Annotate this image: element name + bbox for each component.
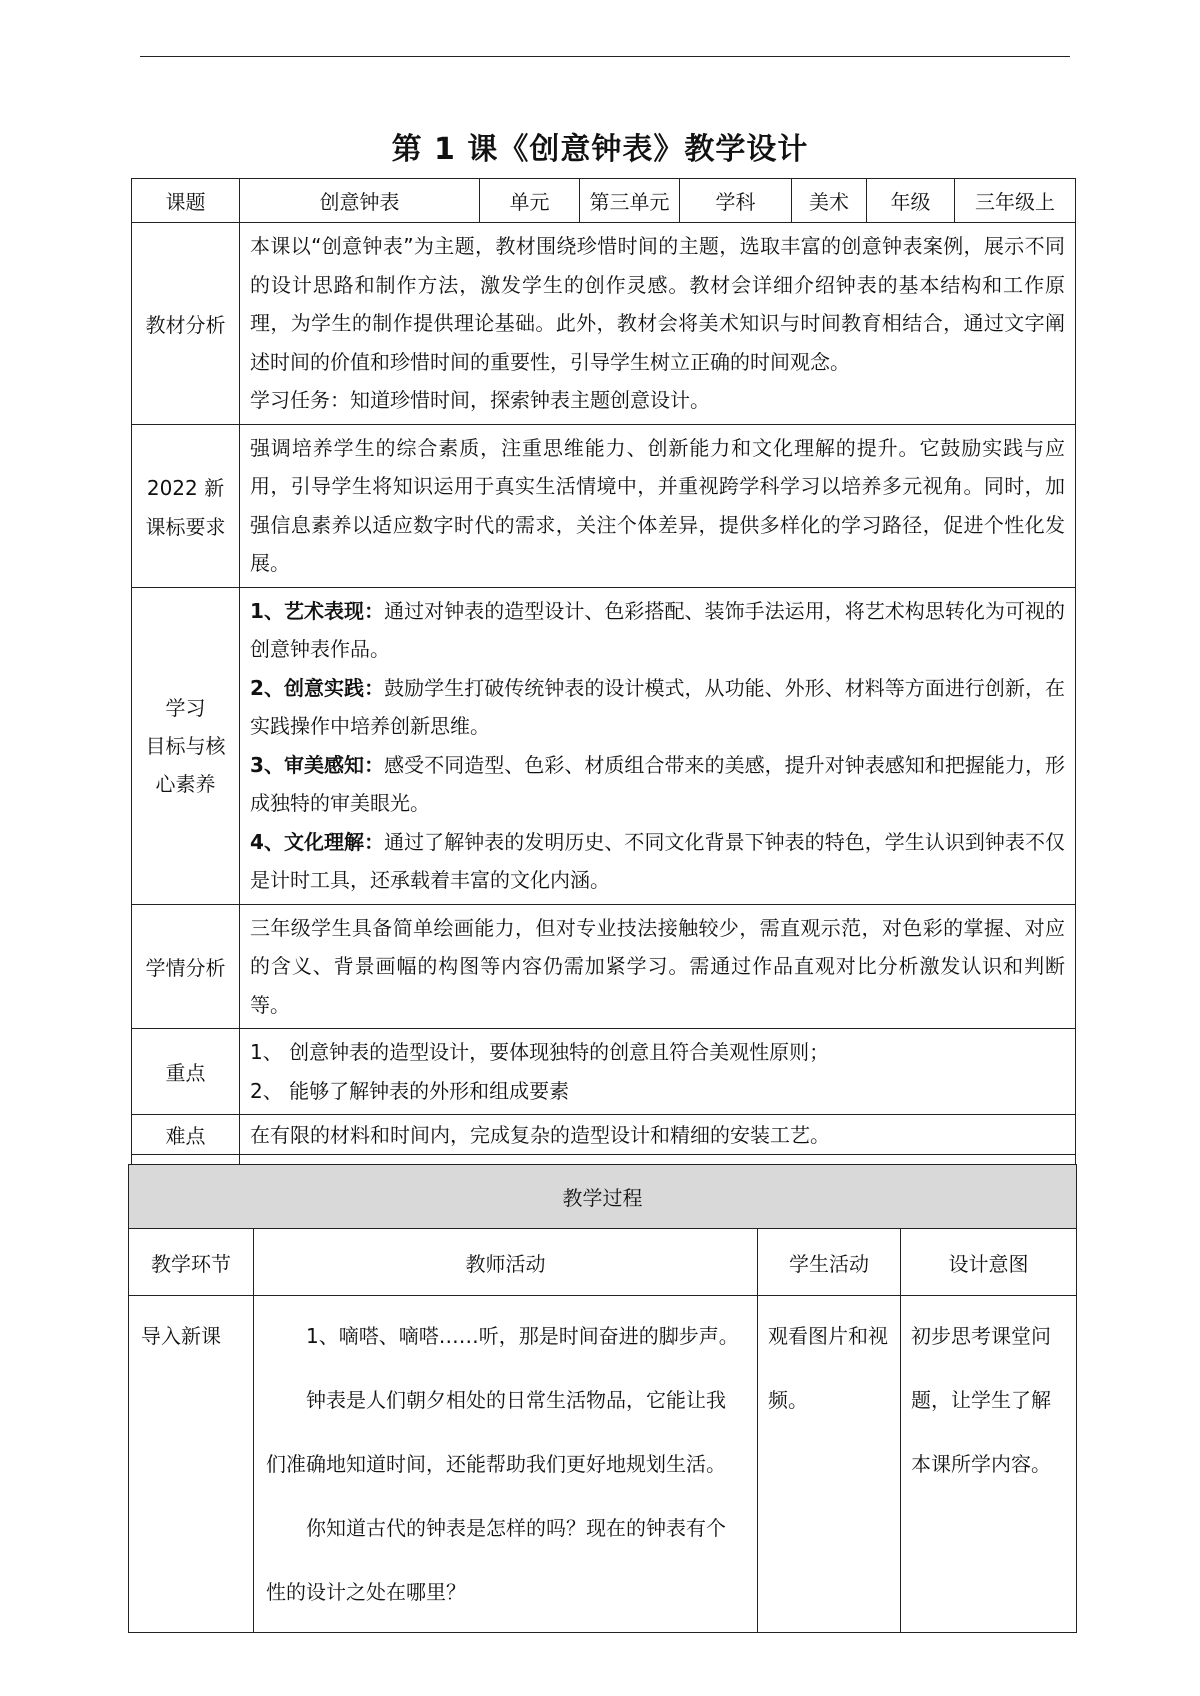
difficulty-text: 在有限的材料和时间内，完成复杂的造型设计和精细的安装工艺。 (240, 1115, 1076, 1155)
unit-label: 单元 (480, 179, 580, 223)
col-student-header: 学生活动 (758, 1229, 901, 1296)
col-intent-header: 设计意图 (901, 1229, 1077, 1296)
info-header-row (132, 179, 1076, 223)
goals-label-line1: 学习 (165, 695, 206, 720)
header-rule (140, 56, 1070, 57)
stage-cell: 导入新课 (129, 1296, 254, 1633)
goal-item (250, 592, 1065, 669)
teacher-paragraph: 你知道古代的钟表是怎样的吗？现在的钟表有个性的设计之处在哪里？ (266, 1516, 726, 1604)
analysis-text: 本课以“创意钟表”为主题，教材围绕珍惜时间的主题，选取丰富的创意钟表案例，展示不同的设计思路和制作方法，激发学生的创作灵感。教材会详细介绍钟表的基本结构和工作原理，为学生的制作提供理论基础。此外，教材会将美术知识与时间教育相结合，通过文字阐述时间的价值和珍惜时间的重要性，引导学生树立正确的时间观念。 (250, 234, 1065, 374)
goal-text: 感受不同造型、色彩、材质组合带来的美感，提升对钟表感知和把握能力，形成独特的审美眼光。 (250, 752, 1065, 815)
goal-item (250, 746, 1065, 823)
key-point-line: 2、 能够了解钟表的外形和组成要素 (250, 1078, 570, 1103)
standard-label-line2: 课标要求 (145, 514, 226, 539)
analysis-task: 学习任务：知道珍惜时间，探索钟表主题创意设计。 (250, 388, 710, 412)
difficulty-label: 难点 (132, 1115, 240, 1155)
standard-label-line1: 2022 新 (146, 475, 225, 500)
key-points-row (132, 1029, 1076, 1115)
analysis-label: 教材分析 (132, 223, 240, 425)
unit-value: 第三单元 (580, 179, 680, 223)
goal-title: 4、文化理解： (250, 829, 385, 854)
process-column-header-row (129, 1229, 1077, 1296)
goal-title: 1、艺术表现： (250, 598, 385, 623)
key-point-line: 1、 创意钟表的造型设计，要体现独特的创意且符合美观性原则； (250, 1040, 830, 1064)
design-intent-cell: 初步思考课堂问题，让学生了解本课所学内容。 (901, 1296, 1077, 1633)
topic-label: 课题 (132, 179, 240, 223)
standard-text: 强调培养学生的综合素质，注重思维能力、创新能力和文化理解的提升。它鼓励实践与应用，引导学生将知识运用于真实生活情境中，并重视跨学科学习以培养多元视角。同时，加强信息素养以适应数字时代的需求，关注个体差异，提供多样化的学习路径，促进个性化发展。 (240, 424, 1076, 587)
topic-value: 创意钟表 (240, 179, 480, 223)
subject-value: 美术 (792, 179, 867, 223)
goal-title: 3、审美感知： (250, 752, 385, 777)
key-points-label: 重点 (132, 1029, 240, 1115)
learner-label: 学情分析 (132, 904, 240, 1029)
goal-text: 通过了解钟表的发明历史、不同文化背景下钟表的特色，学生认识到钟表不仅是计时工具，还承载着丰富的文化内涵。 (250, 829, 1065, 892)
col-teacher-header: 教师活动 (254, 1229, 758, 1296)
goal-text: 通过对钟表的造型设计、色彩搭配、装饰手法运用，将艺术构思转化为可视的创意钟表作品。 (250, 598, 1065, 661)
goals-label (132, 587, 240, 904)
goals-label-line3: 心素养 (155, 771, 216, 796)
goal-text: 鼓励学生打破传统钟表的设计模式，从功能、外形、材料等方面进行创新，在实践操作中培养创新思维。 (250, 675, 1065, 738)
goal-item (250, 669, 1065, 746)
learner-text: 三年级学生具备简单绘画能力，但对专业技法接触较少，需直观示范，对色彩的掌握、对应的含义、背景画幅的构图等内容仍需加紧学习。需通过作品直观对比分析激发认识和判断等。 (240, 904, 1076, 1029)
key-points-cell (240, 1029, 1076, 1115)
goals-label-line2: 目标与核 (145, 733, 226, 758)
goal-item (250, 823, 1065, 900)
teaching-process-table (128, 1164, 1077, 1633)
goals-row (132, 587, 1076, 904)
lesson-info-table (131, 178, 1076, 1195)
grade-value: 三年级上 (955, 179, 1076, 223)
difficulty-row (132, 1115, 1076, 1155)
goals-cell (240, 587, 1076, 904)
goal-title: 2、创意实践： (250, 675, 385, 700)
standard-label (132, 424, 240, 587)
analysis-row (132, 223, 1076, 425)
page-title: 第 1 课《创意钟表》教学设计 (391, 132, 809, 167)
student-activity-cell: 观看图片和视频。 (758, 1296, 901, 1633)
col-stage-header: 教学环节 (129, 1229, 254, 1296)
teacher-paragraph: 钟表是人们朝夕相处的日常生活物品，它能让我们准确地知道时间，还能帮助我们更好地规划生活。 (266, 1388, 726, 1476)
process-heading-row (129, 1165, 1077, 1229)
process-heading: 教学过程 (129, 1165, 1077, 1229)
grade-label: 年级 (867, 179, 955, 223)
process-row-intro (129, 1296, 1077, 1633)
learner-row (132, 904, 1076, 1029)
standard-row (132, 424, 1076, 587)
teacher-activity-cell (254, 1296, 758, 1633)
analysis-cell (240, 223, 1076, 425)
teacher-paragraph: 1、嘀嗒、嘀嗒……听，那是时间奋进的脚步声。 (306, 1324, 739, 1348)
subject-label: 学科 (680, 179, 792, 223)
